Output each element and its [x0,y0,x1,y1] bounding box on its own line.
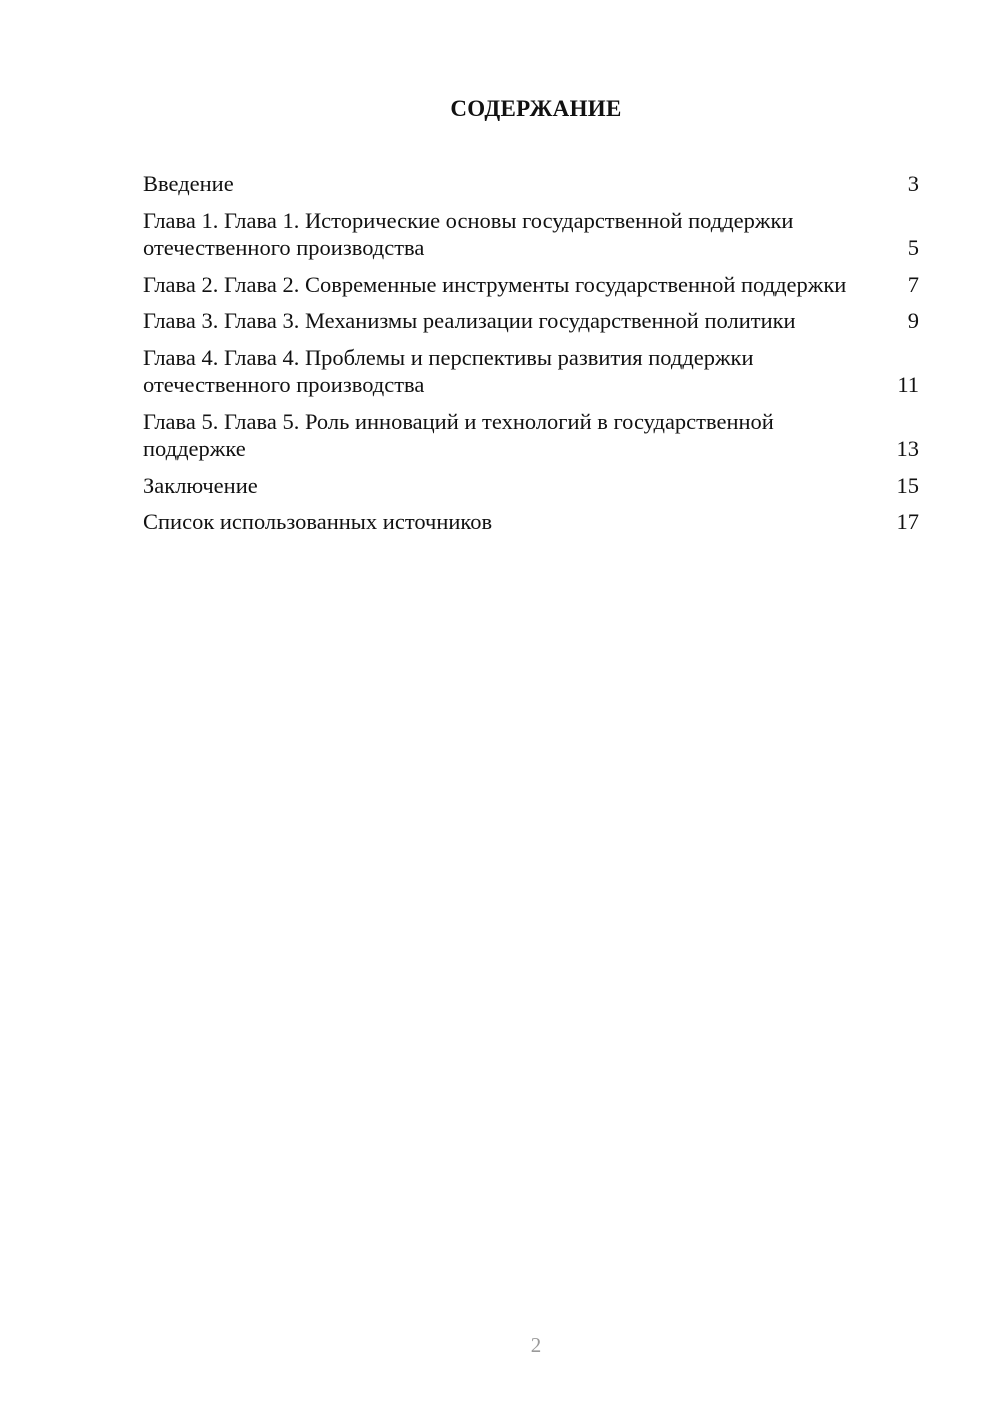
toc-entry-references [143,508,919,536]
toc-entry-page: 15 [896,472,919,498]
toc-entry-page: 7 [907,271,919,297]
toc-entry-conclusion [143,472,919,500]
toc-entry-page: 9 [907,308,919,333]
toc-entry-text: Глава 2. Глава 2. Современные инструменты государственной поддержки [143,271,847,297]
page-title: СОДЕРЖАНИЕ [450,96,622,121]
toc-entry-chapter-1 [143,207,919,262]
toc-entry-text: Глава 4. Глава 4. Проблемы и перспективы развития поддержки отечественного производства [143,344,754,397]
toc-entry-text: Глава 1. Глава 1. Исторические основы государственной поддержки отечественного производства [143,207,794,260]
toc-entry-page: 17 [896,509,919,534]
table-of-contents [143,170,919,545]
toc-entry-page: 5 [907,235,919,260]
toc-entry-chapter-2 [143,271,919,299]
toc-entry-page: 13 [896,436,919,461]
toc-entry-chapter-3 [143,307,919,335]
toc-entry-page: 3 [907,171,919,196]
page-number: 2 [530,1333,542,1357]
toc-entry-text: Список использованных источников [143,509,493,534]
toc-entry-text: Глава 5. Глава 5. Роль инноваций и технологий в государственной поддержке [143,408,774,461]
toc-entry-chapter-5 [143,408,919,463]
toc-entry-text: Заключение [143,472,258,498]
toc-entry-text: Глава 3. Глава 3. Механизмы реализации государственной политики [143,308,796,333]
toc-entry-introduction [143,170,919,198]
toc-entry-page: 11 [897,372,919,397]
toc-entry-chapter-4 [143,344,919,399]
toc-entry-text: Введение [143,171,234,196]
